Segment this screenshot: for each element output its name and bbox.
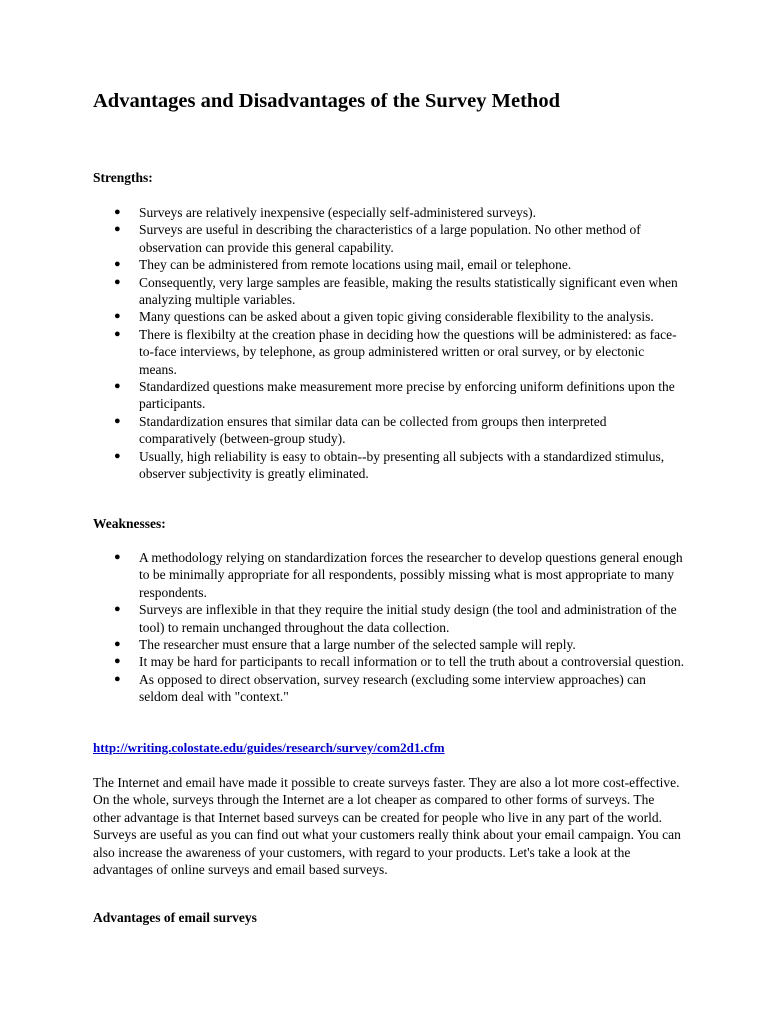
strength-item <box>93 256 685 273</box>
bullet-icon: ● <box>114 603 121 616</box>
weakness-item-text: A methodology relying on standardization forces the researcher to develop questions general enough to be minimally appropriate for all respondents, possibly missing what is most appropriate to many respondents. <box>139 550 683 600</box>
weakness-item <box>93 549 685 601</box>
strength-item-text: Surveys are relatively inexpensive (especially self-administered surveys). <box>139 205 536 220</box>
weakness-item <box>93 601 685 636</box>
bullet-icon: ● <box>114 223 121 236</box>
weakness-item <box>93 636 685 653</box>
strengths-heading: Strengths: <box>93 170 153 185</box>
bullet-icon: ● <box>114 206 121 218</box>
bullet-icon: ● <box>114 327 121 340</box>
strength-item <box>93 274 685 309</box>
weakness-item-text: The researcher must ensure that a large number of the selected sample will reply. <box>139 637 576 653</box>
strength-item-text: Standardization ensures that similar data can be collected from groups then interpreted comparatively (between-group study). <box>139 413 607 447</box>
strength-item <box>93 204 685 221</box>
weaknesses-heading: Weaknesses: <box>93 516 166 531</box>
bullet-icon: ● <box>114 672 121 685</box>
weakness-item-text: It may be hard for participants to recall information or to tell the truth about a controversial question. <box>139 654 685 670</box>
strength-item-text: Consequently, very large samples are feasible, making the results statistically significant even when analyzing multiple variables. <box>139 274 678 308</box>
email-surveys-heading: Advantages of email surveys <box>93 910 257 925</box>
weakness-item-text: As opposed to direct observation, survey research (excluding some interview approaches) can seldom deal with "context." <box>139 671 646 705</box>
strength-item-text: There is flexibilty at the creation phase in deciding how the questions will be administered: as face-to-face interviews, by telephone, as group administered written or oral survey, or by electonic means. <box>139 326 677 377</box>
bullet-icon: ● <box>114 275 121 288</box>
source-link[interactable]: http://writing.colostate.edu/guides/research/survey/com2d1.cfm <box>93 740 445 755</box>
bullet-icon: ● <box>114 551 121 563</box>
bullet-icon: ● <box>114 310 121 323</box>
strength-item <box>93 221 685 256</box>
strength-item <box>93 308 685 325</box>
bullet-icon: ● <box>114 258 121 271</box>
strength-item-text: Usually, high reliability is easy to obtain--by presenting all subjects with a standardized stimulus, observer subjectivity is greatly eliminated. <box>139 448 665 482</box>
body-paragraph: The Internet and email have made it possible to create surveys faster. They are also a lot more cost-effective. On the whole, surveys through the Internet are a lot cheaper as compared to other forms of surveys. The other advantage is that Internet based surveys can be created for people who live in any part of the world. Surveys are useful as you can find out what your customers really think about your email campaign. You can also increase the awareness of your customers, with regard to your products. Let's take a look at the advantages of online surveys and email based surveys. <box>93 775 681 878</box>
bullet-icon: ● <box>114 380 121 393</box>
weakness-item <box>93 653 685 670</box>
strength-item-text: Standardized questions make measurement more precise by enforcing uniform definitions upon the participants. <box>139 379 675 412</box>
document-title: Advantages and Disadvantages of the Survey Method <box>93 90 560 112</box>
strength-item-text: They can be administered from remote locations using mail, email or telephone. <box>139 257 572 273</box>
weaknesses-list <box>93 549 685 706</box>
weakness-item <box>93 671 685 706</box>
strengths-list <box>93 204 685 483</box>
bullet-icon: ● <box>114 414 121 427</box>
strength-item-text: Many questions can be asked about a given topic giving considerable flexibility to the analysis. <box>139 309 654 325</box>
bullet-icon: ● <box>114 655 121 668</box>
strength-item <box>93 413 685 448</box>
strength-item-text: Surveys are useful in describing the characteristics of a large population. No other method of observation can provide this general capability. <box>139 222 641 255</box>
strength-item <box>93 326 685 378</box>
strength-item <box>93 378 685 413</box>
weakness-item-text: Surveys are inflexible in that they require the initial study design (the tool and administration of the tool) to remain unchanged throughout the data collection. <box>139 602 677 635</box>
strength-item <box>93 448 685 483</box>
bullet-icon: ● <box>114 449 121 462</box>
bullet-icon: ● <box>114 638 121 651</box>
